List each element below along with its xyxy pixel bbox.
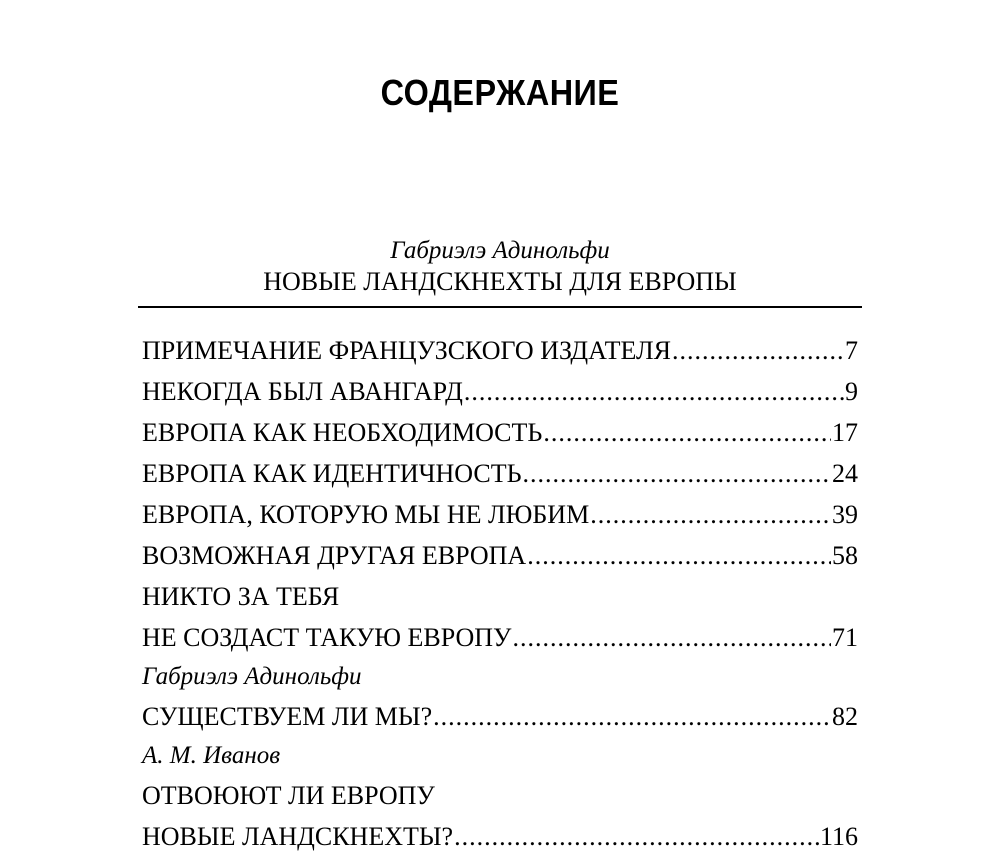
book-author: Габриэлэ Адинольфи (390, 237, 610, 264)
section-author: Габриэлэ Адинольфи (142, 663, 362, 690)
toc-entry-page: 9 (845, 377, 858, 406)
dot-leader (464, 371, 844, 412)
dot-leader (433, 696, 831, 737)
dot-leader (672, 330, 844, 371)
toc-entry-title: ЕВРОПА КАК НЕОБХОДИМОСТЬ (142, 418, 543, 447)
toc-entry-page: 71 (832, 623, 858, 652)
dot-leader (527, 535, 831, 576)
toc-entry[interactable] (142, 371, 858, 412)
dot-leader (543, 412, 831, 453)
book-header (138, 236, 862, 302)
toc-entry[interactable] (142, 412, 858, 453)
toc-entry-title: СУЩЕСТВУЕМ ЛИ МЫ? (142, 702, 433, 731)
toc-entry-title: ПРИМЕЧАНИЕ ФРАНЦУЗСКОГО ИЗДАТЕЛЯ (142, 336, 672, 365)
toc-entry-page: 17 (832, 418, 858, 447)
toc-entry-title: НЕКОГДА БЫЛ АВАНГАРД (142, 377, 463, 406)
toc-entry-page: 116 (819, 822, 858, 851)
page-title: СОДЕРЖАНИЕ (380, 72, 620, 113)
toc-section-2[interactable] (142, 658, 858, 737)
toc-entry[interactable] (142, 494, 858, 535)
toc-entry-page: 7 (845, 336, 858, 365)
toc-entry-page: 82 (832, 702, 858, 731)
dot-leader (590, 494, 831, 535)
toc-entry-page: 58 (832, 541, 858, 570)
toc-entry-title-line1: ОТВОЮЮТ ЛИ ЕВРОПУ (142, 781, 435, 810)
dot-leader (523, 453, 831, 494)
book-title: НОВЫЕ ЛАНДСКНЕХТЫ ДЛЯ ЕВРОПЫ (263, 267, 737, 296)
divider (138, 306, 862, 308)
toc-entry[interactable] (142, 330, 858, 371)
toc-entry-title: ЕВРОПА, КОТОРУЮ МЫ НЕ ЛЮБИМ (142, 500, 590, 529)
toc-entry-title: ЕВРОПА КАК ИДЕНТИЧНОСТЬ (142, 459, 522, 488)
toc-entry[interactable] (142, 453, 858, 494)
dot-leader (454, 816, 819, 857)
toc-entry[interactable] (142, 576, 858, 658)
section-author: А. М. Иванов (142, 742, 281, 769)
toc-entry-page: 24 (832, 459, 858, 488)
toc-entry-page: 39 (832, 500, 858, 529)
toc-entry[interactable] (142, 535, 858, 576)
table-of-contents (142, 330, 858, 857)
toc-section-3[interactable] (142, 737, 858, 857)
dot-leader (512, 617, 831, 658)
toc-entry-title: ВОЗМОЖНАЯ ДРУГАЯ ЕВРОПА (142, 541, 527, 570)
toc-entry-title-line2: НЕ СОЗДАСТ ТАКУЮ ЕВРОПУ (142, 623, 512, 652)
toc-entry-title-line2: НОВЫЕ ЛАНДСКНЕХТЫ? (142, 822, 454, 851)
toc-entry-title-line1: НИКТО ЗА ТЕБЯ (142, 582, 340, 611)
